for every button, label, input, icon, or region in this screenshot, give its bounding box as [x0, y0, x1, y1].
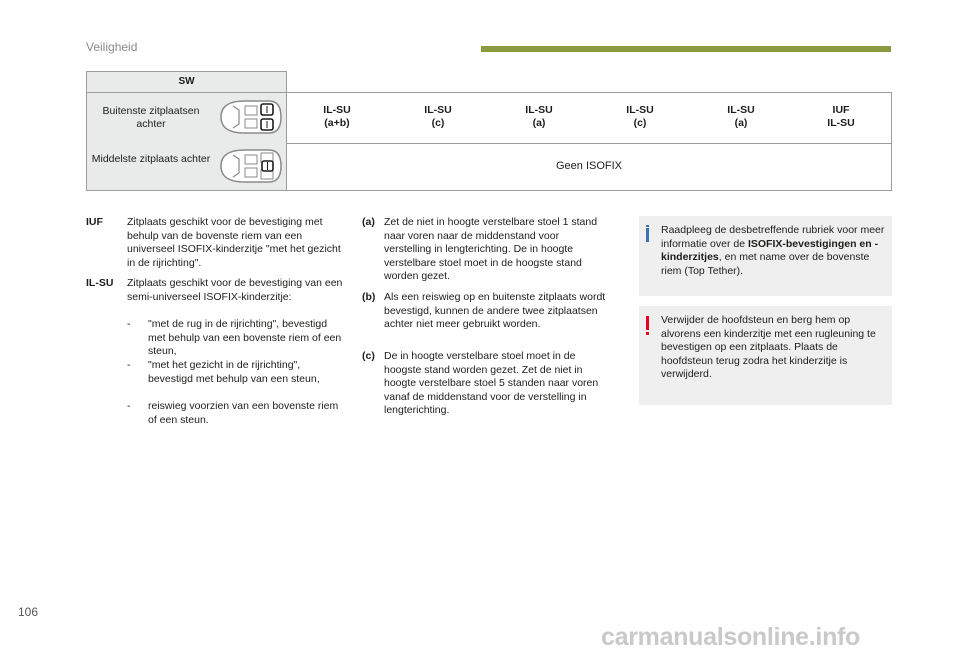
row-label: Buitenste zitplaatsen achter [102, 105, 200, 130]
warning-box [639, 306, 892, 405]
table-cell: IL-SU (a+b) [323, 104, 351, 129]
row-label: Middelste zitplaats achter [91, 153, 211, 165]
note-term: (b) [362, 291, 376, 303]
note-term: (c) [362, 350, 375, 362]
warning-text: Verwijder de hoofdsteun en berg hem op alvorens een kinderzitje met een rugleuning te bevestigen op een zitplaats. Plaats de hoofdsteun terug zodra het kinderzitje is verwijderd. [661, 314, 876, 381]
section-title: Veiligheid [86, 40, 138, 54]
table-head: SW [86, 71, 287, 93]
table-cell: IL-SU (a) [525, 104, 553, 129]
table-row [87, 143, 891, 190]
list-item: "met de rug in de rijrichting", bevestigd met behulp van een bovenste riem of een steun, [148, 318, 342, 358]
definition-text: Zitplaats geschikt voor de bevestiging met behulp van de bovenste riem van een universeel ISOFIX-kinderzitje "met het gezicht in de rijrichting". [127, 216, 341, 269]
table-cell: IL-SU (c) [424, 104, 452, 129]
info-box [639, 216, 892, 296]
info-icon [646, 228, 649, 242]
table-row [87, 93, 891, 144]
watermark: carmanualsonline.info [601, 623, 861, 651]
car-top-view-icon [215, 98, 283, 136]
page-number: 106 [18, 605, 39, 619]
list-dash: - [127, 318, 131, 330]
definition-text: Zitplaats geschikt voor de bevestiging van een semi-universeel ISOFIX-kinderzitje: [127, 277, 343, 303]
isofix-table [86, 92, 892, 191]
list-dash: - [127, 359, 131, 371]
note-term: (a) [362, 216, 375, 228]
note-text: De in hoogte verstelbare stoel moet in de hoogste stand worden gezet. Zet de niet in hoogte verstelbare stoel 5 standen naar voren vanaf de middenstand voor de verstelling in lengterichting. [384, 350, 599, 417]
table-cell: IUF IL-SU [827, 104, 855, 129]
note-text: Zet de niet in hoogte verstelbare stoel 1 stand naar voren naar de middenstand voor verstelling in lengterichting. De in hoogte verstelbare stoel moet in de hoogste stand worden gezet. [384, 216, 598, 283]
section-accent-bar [481, 46, 891, 52]
list-item: reiswieg voorzien van een bovenste riem of een steun. [148, 400, 339, 426]
info-text: Raadpleeg de desbetreffende rubriek voor meer informatie over de ISOFIX-bevestigingen en -kinderzitjes, en met name over de bovenste riem (Top Tether). [661, 224, 885, 277]
car-top-view-icon [215, 147, 283, 185]
note-text: Als een reiswieg op en buitenste zitplaats wordt bevestigd, kunnen de andere twee zitplaatsen achter niet meer gebruikt worden. [384, 291, 606, 331]
table-cell: IL-SU (c) [626, 104, 654, 129]
definition-term: IL-SU [86, 277, 114, 289]
table-cell: IL-SU (a) [727, 104, 755, 129]
list-dash: - [127, 400, 131, 412]
warning-icon [646, 316, 649, 330]
definition-term: IUF [86, 216, 103, 228]
list-item: "met het gezicht in de rijrichting", bevestigd met behulp van een steun, [148, 359, 320, 385]
table-cell: Geen ISOFIX [555, 160, 623, 172]
